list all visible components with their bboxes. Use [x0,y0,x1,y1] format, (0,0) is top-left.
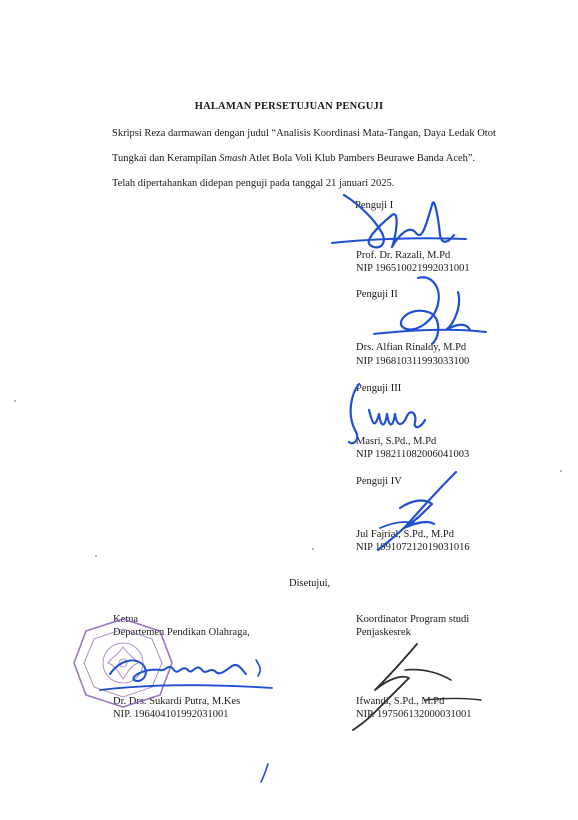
left-signer-role-2: Departemen Pendikan Olahraga, [113,627,250,638]
paragraph-line-3: Telah dipertahankan didepan penguji pada tanggal 21 januari 2025. [112,178,395,189]
examiner-2-name: Drs. Alfian Rinaldy, M.Pd [356,342,467,353]
scan-speck [312,548,314,550]
right-signer-nip: NIP. 197506132000031001 [356,709,472,720]
examiner-1-label: Penguji I [355,200,394,211]
paragraph-line-2-italic: Smash [219,153,247,164]
right-signer-role-2: Penjaskesrek [356,627,411,638]
stray-pen-mark [258,762,272,784]
examiner-1-name: Prof. Dr. Razali, M.Pd [356,250,451,261]
right-signer-name: Ifwandi, S.Pd., M.Pd [356,696,445,707]
examiner-1-nip: NIP 196510021992031001 [356,263,470,274]
signature-examiner-2 [370,272,490,352]
examiner-3-nip: NIP 198211082006041003 [356,449,470,460]
examiner-4-label: Penguji IV [356,476,402,487]
paragraph-line-2 [112,153,475,166]
scan-speck [95,555,97,557]
left-signer-name: Dr. Drs. Sukardi Putra, M.Kes [113,696,241,707]
signature-left-signer [100,640,275,700]
examiner-3-name: Masri, S.Pd., M.Pd [356,436,437,447]
paragraph-line-2-prefix: Tungkai dan Kerampilan [112,153,220,164]
paragraph-line-2-suffix: Atlet Bola Voli Klub Pambers Beurawe Banda Aceh”. [246,153,476,164]
page-title: HALAMAN PERSETUJUAN PENGUJI [194,101,384,112]
examiner-3-label: Penguji III [356,383,402,394]
left-signer-nip: NIP. 196404101992031001 [113,709,229,720]
paragraph-line-1: Skripsi Reza darmawan dengan judul “Analisis Koordinasi Mata-Tangan, Daya Ledak Otot [112,128,496,139]
scan-speck [560,470,562,472]
examiner-2-label: Penguji II [356,289,398,300]
examiner-2-nip: NIP 196810311993033100 [356,356,470,367]
scan-speck [14,400,16,402]
approved-label: Disetujui, [289,578,331,589]
right-signer-role-1: Koordinator Program studi [356,614,470,625]
left-signer-role-1: Ketua [113,614,139,625]
examiner-4-name: Jul Fajrial, S.Pd., M.Pd [356,529,455,540]
examiner-4-nip: NIP 199107212019031016 [356,542,470,553]
